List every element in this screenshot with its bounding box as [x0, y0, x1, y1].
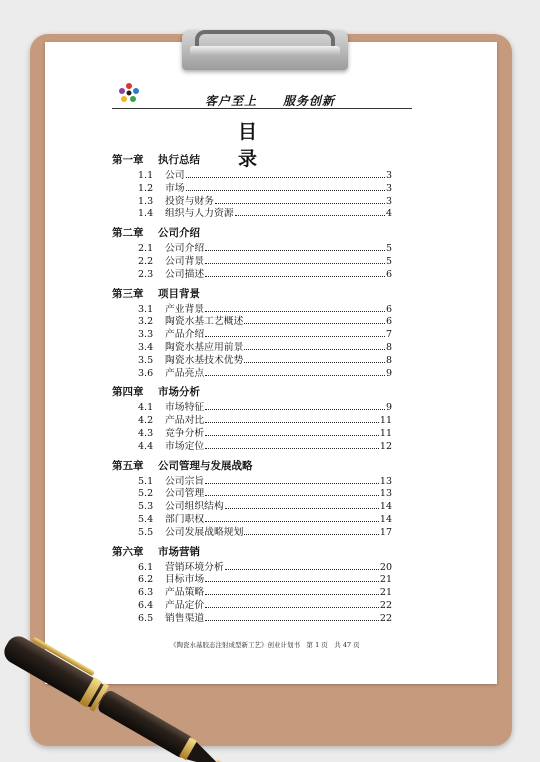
section-title: 营销环境分析	[165, 561, 224, 573]
chapter-number: 第一章	[112, 154, 144, 166]
dot-leader	[205, 243, 385, 251]
toc-entry[interactable]	[112, 428, 392, 441]
section-number: 6.3	[138, 587, 154, 599]
section-title: 公司宗旨	[165, 475, 205, 487]
company-logo-icon	[118, 82, 140, 104]
section-number: 5.4	[138, 513, 154, 525]
section-number: 4.2	[138, 415, 154, 427]
toc-entry[interactable]	[112, 329, 392, 342]
toc-entry[interactable]	[112, 441, 392, 454]
chapter-title: 市场分析	[158, 386, 200, 399]
dot-leader	[205, 587, 379, 595]
page-number: 4	[385, 208, 392, 220]
page-title: 目 录	[238, 121, 272, 170]
dot-leader	[235, 208, 385, 216]
section-number: 6.1	[138, 561, 154, 573]
page-number: 21	[379, 574, 392, 586]
page-number: 17	[379, 526, 392, 538]
toc-entry[interactable]	[112, 574, 392, 587]
page-number: 3	[385, 182, 392, 194]
header-divider	[112, 108, 412, 109]
section-title: 产品亮点	[165, 367, 205, 379]
page-number: 14	[379, 513, 392, 525]
chapter-number: 第五章	[112, 459, 144, 472]
toc-entry[interactable]	[112, 368, 392, 381]
toc-entry[interactable]	[112, 514, 392, 527]
dot-leader	[205, 402, 385, 410]
toc-entry[interactable]	[112, 476, 392, 489]
page-number: 6	[385, 303, 392, 315]
page-number: 9	[385, 367, 392, 379]
section-number: 5.1	[138, 475, 154, 487]
page-footer: 《陶瓷水基胶态注射成型新工艺》创业计划书 第 1 页 共 47 页	[170, 641, 360, 649]
section-number: 6.5	[138, 612, 154, 624]
toc-entry[interactable]	[112, 316, 392, 329]
page-number: 5	[385, 255, 392, 267]
toc-entry[interactable]	[112, 208, 392, 221]
toc-entry[interactable]	[112, 196, 392, 209]
dot-leader	[205, 441, 379, 449]
section-number: 1.3	[138, 195, 154, 207]
page-number: 13	[379, 488, 392, 500]
chapter-heading[interactable]	[112, 284, 392, 304]
section-title: 目标市场	[165, 574, 205, 586]
dot-leader	[244, 527, 379, 535]
section-number: 2.1	[138, 243, 154, 255]
dot-leader	[205, 256, 385, 264]
page-number: 13	[379, 475, 392, 487]
toc-entry[interactable]	[112, 183, 392, 196]
toc-entry[interactable]	[112, 488, 392, 501]
toc-entry[interactable]	[112, 304, 392, 317]
chapter-title: 项目背景	[158, 287, 200, 300]
page-number: 11	[379, 415, 392, 427]
section-title: 公司组织结构	[165, 501, 224, 513]
toc-entry[interactable]	[112, 269, 392, 282]
page-number: 7	[385, 329, 392, 341]
toc-entry[interactable]	[112, 415, 392, 428]
page-number: 5	[385, 243, 392, 255]
toc-entry[interactable]	[112, 562, 392, 575]
section-title: 公司	[165, 170, 185, 181]
section-number: 6.4	[138, 599, 154, 611]
section-title: 陶瓷水基应用前景	[165, 341, 244, 353]
section-title: 陶瓷水基技术优势	[165, 354, 244, 366]
section-title: 公司背景	[165, 255, 205, 267]
fountain-pen-icon	[0, 600, 300, 762]
chapter-title: 执行总结	[158, 154, 200, 166]
section-title: 产品对比	[165, 415, 205, 427]
section-title: 公司介绍	[165, 243, 205, 255]
dot-leader	[205, 368, 385, 376]
section-title: 公司发展战略规划	[165, 526, 244, 538]
chapter-number: 第六章	[112, 545, 144, 558]
dot-leader	[205, 488, 379, 496]
section-number: 4.1	[138, 402, 154, 414]
dot-leader	[215, 196, 385, 204]
page-number: 6	[385, 268, 392, 280]
dot-leader	[205, 304, 385, 312]
chapter-number: 第二章	[112, 227, 144, 240]
chapter-heading[interactable]	[112, 542, 392, 562]
section-number: 6.2	[138, 574, 154, 586]
section-title: 市场定位	[165, 440, 205, 452]
dot-leader	[205, 476, 379, 484]
page-number: 14	[379, 501, 392, 513]
dot-leader	[244, 355, 385, 363]
table-of-contents	[112, 148, 392, 626]
section-number: 1.1	[138, 170, 154, 181]
dot-leader	[205, 415, 379, 423]
toc-entry[interactable]	[112, 243, 392, 256]
section-title: 部门职权	[165, 513, 205, 525]
section-title: 市场	[165, 182, 185, 194]
dot-leader	[244, 316, 385, 324]
section-number: 3.1	[138, 303, 154, 315]
section-number: 3.4	[138, 341, 154, 353]
toc-entry[interactable]	[112, 256, 392, 269]
dot-leader	[244, 342, 385, 350]
section-title: 产品定价	[165, 599, 205, 611]
chapter-number: 第四章	[112, 386, 144, 399]
section-number: 1.2	[138, 182, 154, 194]
page-number: 3	[385, 170, 392, 181]
page-number: 12	[379, 440, 392, 452]
dot-leader	[225, 501, 379, 509]
dot-leader	[225, 562, 379, 570]
dot-leader	[186, 183, 385, 191]
page-number: 3	[385, 195, 392, 207]
section-title: 产品策略	[165, 587, 205, 599]
page-number: 20	[379, 561, 392, 573]
toc-entry[interactable]	[112, 342, 392, 355]
section-title: 产业背景	[165, 303, 205, 315]
chapter-title: 公司管理与发展战略	[158, 459, 253, 472]
section-number: 2.3	[138, 268, 154, 280]
toc-entry[interactable]	[112, 170, 392, 183]
section-number: 3.2	[138, 316, 154, 328]
page-number: 9	[385, 402, 392, 414]
section-title: 组织与人力资源	[165, 208, 234, 220]
chapter-heading[interactable]	[112, 456, 392, 476]
section-number: 5.2	[138, 488, 154, 500]
toc-entry[interactable]	[112, 355, 392, 368]
section-number: 4.4	[138, 440, 154, 452]
section-title: 竞争分析	[165, 427, 205, 439]
clip-bar	[190, 46, 340, 56]
dot-leader	[205, 329, 385, 337]
section-number: 4.3	[138, 427, 154, 439]
dot-leader	[205, 269, 385, 277]
page-number: 11	[379, 427, 392, 439]
section-title: 投资与财务	[165, 195, 214, 207]
section-title: 公司管理	[165, 488, 205, 500]
section-number: 5.3	[138, 501, 154, 513]
page-number: 8	[385, 354, 392, 366]
page-number: 21	[379, 587, 392, 599]
chapter-title: 市场营销	[158, 545, 200, 558]
header-slogan: 客户至上 服务创新	[205, 94, 336, 108]
chapter-heading[interactable]	[112, 382, 392, 402]
section-number: 5.5	[138, 526, 154, 538]
chapter-heading[interactable]	[112, 223, 392, 243]
section-number: 3.3	[138, 329, 154, 341]
section-number: 3.5	[138, 354, 154, 366]
section-title: 公司描述	[165, 268, 205, 280]
dot-leader	[186, 170, 385, 178]
toc-entry[interactable]	[112, 402, 392, 415]
chapter-heading[interactable]	[112, 150, 392, 170]
section-title: 陶瓷水基工艺概述	[165, 316, 244, 328]
page-number: 22	[379, 612, 392, 624]
page-number: 8	[385, 341, 392, 353]
dot-leader	[205, 574, 379, 582]
toc-entry[interactable]	[112, 587, 392, 600]
section-title: 产品介绍	[165, 329, 205, 341]
section-number: 3.6	[138, 367, 154, 379]
dot-leader	[205, 514, 379, 522]
toc-entry[interactable]	[112, 501, 392, 514]
chapter-number: 第三章	[112, 287, 144, 300]
page-number: 6	[385, 316, 392, 328]
dot-leader	[205, 428, 379, 436]
section-title: 销售渠道	[165, 612, 205, 624]
page-number: 22	[379, 599, 392, 611]
chapter-title: 公司介绍	[158, 227, 200, 240]
section-title: 市场特征	[165, 402, 205, 414]
toc-entry[interactable]	[112, 527, 392, 540]
section-number: 1.4	[138, 208, 154, 220]
section-number: 2.2	[138, 255, 154, 267]
